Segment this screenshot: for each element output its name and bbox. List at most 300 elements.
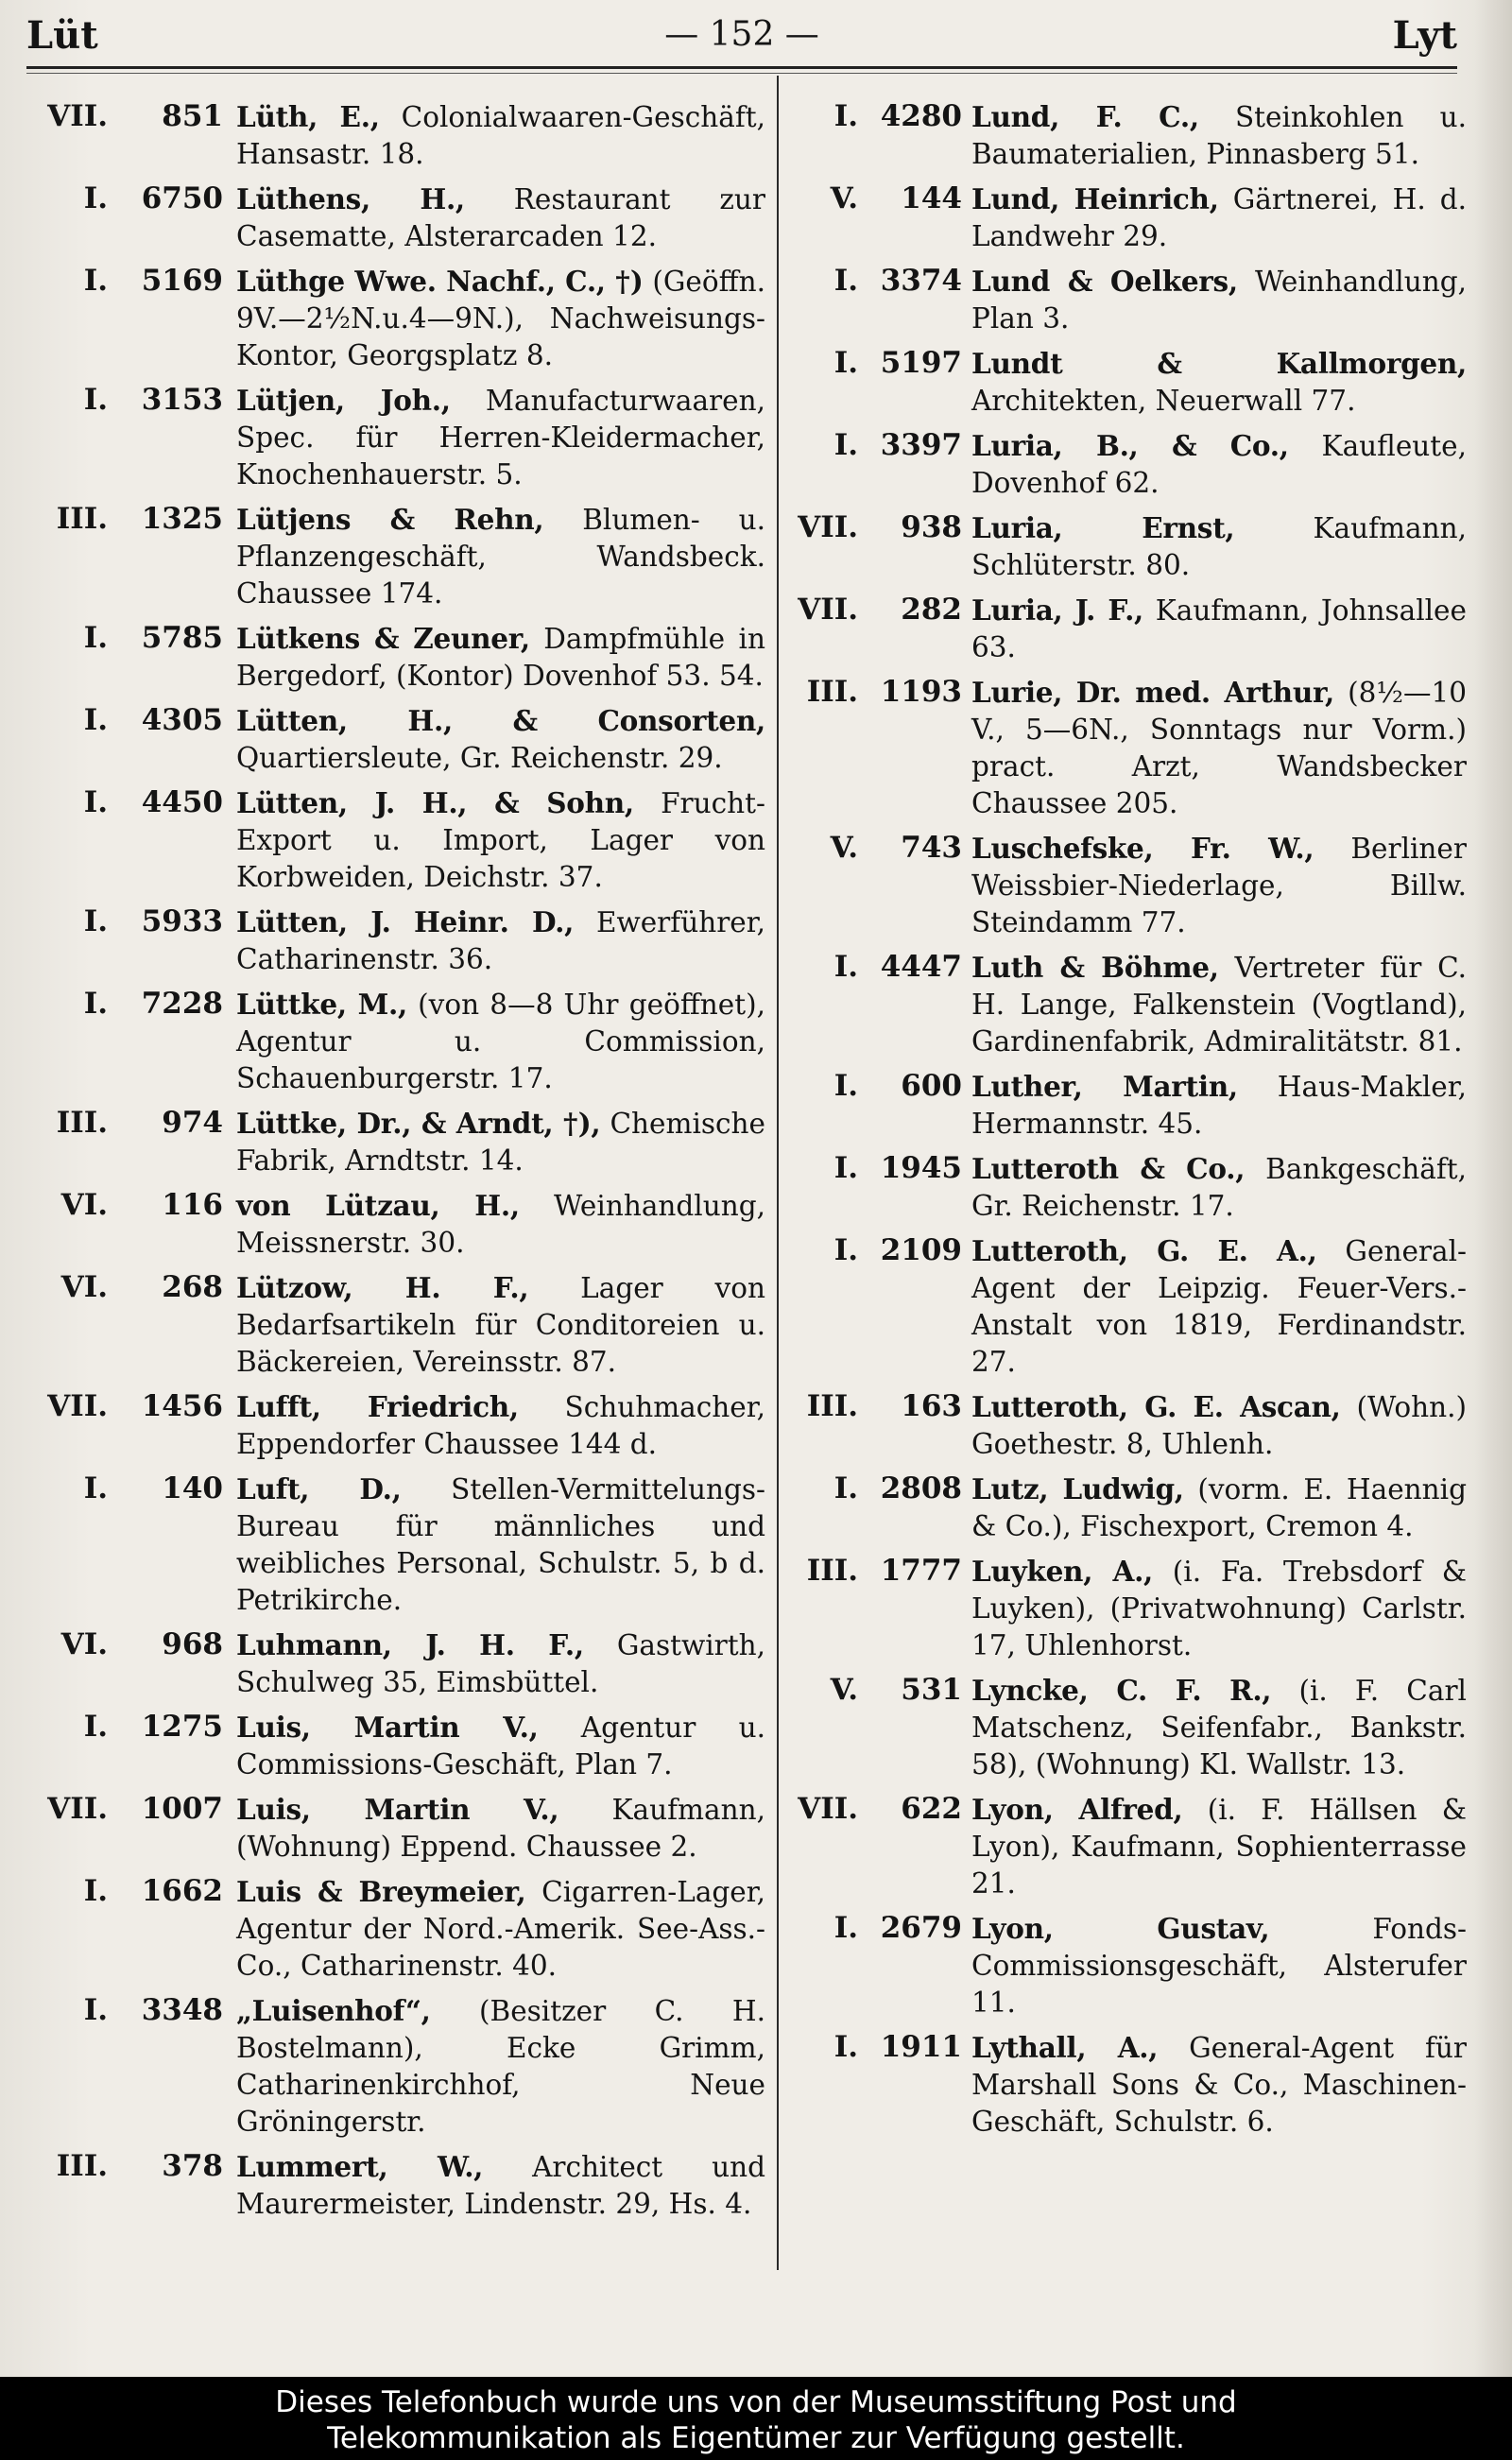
entry-number-cell xyxy=(26,1388,223,1425)
entry-detail: Kaufmann, (Wohnung) Eppend. Chaussee 2. xyxy=(236,1794,765,1863)
entry-number-cell xyxy=(786,509,962,546)
page-edge-shadow xyxy=(1474,0,1512,2377)
entry-text xyxy=(236,263,765,374)
entry-number-cell xyxy=(786,1388,962,1425)
entry-detail: Steinkohlen u. Baumaterialien, Pinnasberg 51. xyxy=(971,101,1467,170)
directory-entry xyxy=(786,427,1467,502)
entry-text xyxy=(971,949,1467,1060)
entry-detail: Bankgeschäft, Gr. Reichenstr. 17. xyxy=(971,1153,1467,1222)
entry-name: Lyon, Alfred, xyxy=(971,1793,1183,1826)
directory-entry xyxy=(786,1791,1467,1902)
directory-entry xyxy=(786,263,1467,337)
entry-name: Lütkens & Zeuner, xyxy=(236,622,530,655)
entry-number-cell xyxy=(786,592,962,628)
entry-name: Luria, J. F., xyxy=(971,593,1144,627)
entry-number-cell xyxy=(786,1068,962,1105)
phone-number: 1945 xyxy=(880,1151,962,1185)
district-number: I. xyxy=(833,428,858,462)
phone-number: 140 xyxy=(162,1471,223,1505)
directory-entry xyxy=(786,1672,1467,1783)
phone-number: 268 xyxy=(162,1270,223,1304)
directory-entry xyxy=(26,1626,765,1701)
entry-text xyxy=(971,830,1467,941)
entry-detail: Colonialwaaren-Geschäft, Hansastr. 18. xyxy=(236,101,765,170)
entry-detail: Kaufmann, Schlüterstr. 80. xyxy=(971,512,1467,581)
entry-detail: Stellen-Vermittelungs-Bureau für männliches und weibliches Personal, Schulstr. 5, b d. Petrikirche. xyxy=(236,1473,765,1616)
phone-number: 7228 xyxy=(141,987,223,1021)
entry-text xyxy=(236,1471,765,1619)
directory-entry xyxy=(26,1709,765,1783)
directory-entry xyxy=(786,949,1467,1060)
directory-entry xyxy=(26,1105,765,1179)
directory-entry xyxy=(26,263,765,374)
directory-entry xyxy=(26,1269,765,1381)
phone-number: 1325 xyxy=(141,502,223,536)
district-number: VII. xyxy=(798,510,858,544)
district-number: I. xyxy=(833,950,858,984)
entry-detail: Architect und Maurermeister, Lindenstr. 29, Hs. 4. xyxy=(236,2151,765,2220)
phone-number: 851 xyxy=(162,99,223,133)
directory-entry xyxy=(786,181,1467,255)
phone-number: 1007 xyxy=(141,1792,223,1826)
entry-text xyxy=(971,1553,1467,1664)
directory-entry xyxy=(26,382,765,493)
entry-name: Lyncke, C. F. R., xyxy=(971,1674,1272,1707)
entry-name: Lund & Oelkers, xyxy=(971,265,1238,298)
phone-number: 600 xyxy=(901,1069,962,1103)
entry-name: Lüthens, H., xyxy=(236,182,465,215)
directory-entry xyxy=(26,1187,765,1262)
district-number: I. xyxy=(833,1471,858,1505)
directory-entry xyxy=(786,1150,1467,1225)
directory-entry xyxy=(26,1992,765,2141)
phone-number: 3374 xyxy=(880,264,962,298)
entry-detail: Weinhandlung, Plan 3. xyxy=(971,266,1467,335)
entry-name: Lütten, J. Heinr. D., xyxy=(236,905,575,938)
directory-entry xyxy=(26,702,765,777)
entry-detail: (Wohn.) Goethestr. 8, Uhlenh. xyxy=(971,1391,1467,1460)
phone-number: 968 xyxy=(162,1627,223,1661)
entry-number-cell xyxy=(786,1553,962,1590)
header-right-keyword: Lyt xyxy=(1392,13,1457,58)
entry-name: Lütten, H., & Consorten, xyxy=(236,704,765,737)
entry-text xyxy=(236,2148,765,2223)
entry-detail: (i. Fa. Trebsdorf & Luyken), (Privatwohnung) Carlstr. 17, Uhlenhorst. xyxy=(971,1556,1467,1661)
entry-detail: Kaufmann, Johnsallee 63. xyxy=(971,594,1467,663)
phone-number: 1777 xyxy=(880,1554,962,1588)
phone-number: 2808 xyxy=(880,1471,962,1505)
phone-number: 743 xyxy=(901,831,962,865)
district-number: V. xyxy=(830,181,858,215)
entry-text xyxy=(236,181,765,255)
entry-number-cell xyxy=(26,501,223,538)
entry-text xyxy=(971,2029,1467,2141)
entry-text xyxy=(971,674,1467,822)
entry-detail: (Besitzer C. H. Bostelmann), Ecke Grimm, Catharinenkirchhof, Neue Gröningerstr. xyxy=(236,1995,765,2138)
entry-number-cell xyxy=(786,427,962,464)
directory-entry xyxy=(26,903,765,978)
phone-number: 5169 xyxy=(141,264,223,298)
phone-number: 5785 xyxy=(141,621,223,655)
entry-detail: Chemische Fabrik, Arndtstr. 14. xyxy=(236,1108,765,1177)
entry-text xyxy=(236,382,765,493)
entry-number-cell xyxy=(26,986,223,1023)
phone-number: 2109 xyxy=(880,1233,962,1267)
entry-name: Lurie, Dr. med. Arthur, xyxy=(971,676,1335,709)
district-number: VII. xyxy=(798,1792,858,1826)
entry-detail: Agentur u. Commissions-Geschäft, Plan 7. xyxy=(236,1712,765,1780)
entry-text xyxy=(236,1105,765,1179)
entry-number-cell xyxy=(26,1992,223,2029)
entry-number-cell xyxy=(26,1105,223,1142)
district-number: I. xyxy=(833,1069,858,1103)
entry-text xyxy=(971,181,1467,255)
entry-number-cell xyxy=(26,1709,223,1746)
entry-number-cell xyxy=(26,784,223,821)
district-number: VI. xyxy=(60,1627,108,1661)
entry-detail: Vertreter für C. H. Lange, Falkenstein (Vogtland), Gardinenfabrik, Admiralitätstr. 81. xyxy=(971,952,1467,1058)
entry-text xyxy=(971,1150,1467,1225)
entry-name: Lutteroth, G. E. Ascan, xyxy=(971,1390,1341,1423)
district-number: III. xyxy=(806,1389,858,1423)
district-number: I. xyxy=(83,703,108,737)
phone-number: 4447 xyxy=(880,950,962,984)
entry-name: Lüttke, M., xyxy=(236,988,407,1021)
entry-name: Lütjen, Joh., xyxy=(236,384,451,417)
footer-line-1: Dieses Telefonbuch wurde uns von der Museumsstiftung Post und xyxy=(275,2385,1237,2419)
entry-text xyxy=(236,1873,765,1985)
phone-number: 6750 xyxy=(141,181,223,215)
district-number: VII. xyxy=(47,1792,108,1826)
entry-name: Lutteroth & Co., xyxy=(971,1152,1246,1185)
entry-name: Luis, Martin V., xyxy=(236,1793,559,1826)
directory-entry xyxy=(26,1471,765,1619)
entry-name: Luschefske, Fr. W., xyxy=(971,832,1314,865)
entry-name: Lythall, A., xyxy=(971,2031,1159,2064)
entry-text xyxy=(971,1471,1467,1545)
entry-detail: (Geöffn. 9V.—2½N.u.4—9N.), Nachweisungs-Kontor, Georgsplatz 8. xyxy=(236,266,765,371)
directory-entry xyxy=(786,509,1467,584)
entry-text xyxy=(236,702,765,777)
entry-number-cell xyxy=(26,1269,223,1306)
directory-entry xyxy=(786,2029,1467,2141)
entry-text xyxy=(236,1791,765,1866)
entry-detail: Fonds-Commissionsgeschäft, Alsterufer 11. xyxy=(971,1913,1467,2019)
entry-detail: Berliner Weissbier-Niederlage, Billw. Steindamm 77. xyxy=(971,833,1467,938)
directory-entry xyxy=(26,2148,765,2223)
district-number: I. xyxy=(833,1233,858,1267)
entry-text xyxy=(971,263,1467,337)
entry-detail: Lager von Bedarfsartikeln für Conditoreien u. Bäckereien, Vereinsstr. 87. xyxy=(236,1272,765,1378)
entry-detail: Restaurant zur Casematte, Alsterarcaden 12. xyxy=(236,183,765,252)
entry-number-cell xyxy=(26,620,223,657)
entry-text xyxy=(236,1187,765,1262)
entry-name: Lütten, J. H., & Sohn, xyxy=(236,786,634,819)
phone-number: 163 xyxy=(901,1389,962,1423)
phone-number: 4280 xyxy=(880,99,962,133)
entry-detail: Quartiersleute, Gr. Reichenstr. 29. xyxy=(236,742,723,774)
district-number: I. xyxy=(833,346,858,380)
entry-detail: Cigarren-Lager, Agentur der Nord.-Amerik. See-Ass.-Co., Catharinenstr. 40. xyxy=(236,1876,765,1982)
entry-text xyxy=(971,509,1467,584)
directory-entry xyxy=(786,98,1467,173)
entry-text xyxy=(236,784,765,896)
entry-number-cell xyxy=(786,1791,962,1828)
directory-entry xyxy=(26,98,765,173)
entry-name: Luria, Ernst, xyxy=(971,511,1235,544)
entry-detail: (i. F. Carl Matschenz, Seifenfabr., Bankstr. 58), (Wohnung) Kl. Wallstr. 13. xyxy=(971,1675,1467,1780)
phone-number: 1193 xyxy=(880,675,962,709)
phone-number: 5197 xyxy=(880,346,962,380)
entry-number-cell xyxy=(786,263,962,300)
district-number: I. xyxy=(833,2030,858,2064)
entry-number-cell xyxy=(786,1910,962,1947)
directory-entry xyxy=(786,830,1467,941)
district-number: I. xyxy=(83,785,108,819)
entry-text xyxy=(971,592,1467,666)
right-column xyxy=(786,98,1467,2148)
entry-detail: Gastwirth, Schulweg 35, Eimsbüttel. xyxy=(236,1629,765,1698)
entry-detail: (von 8—8 Uhr geöffnet), Agentur u. Commission, Schauenburgerstr. 17. xyxy=(236,989,765,1094)
phone-number: 1456 xyxy=(141,1389,223,1423)
directory-entry xyxy=(786,674,1467,822)
phone-number: 4450 xyxy=(141,785,223,819)
phone-number: 282 xyxy=(901,593,962,627)
entry-number-cell xyxy=(26,903,223,940)
directory-entry xyxy=(26,986,765,1097)
directory-entry xyxy=(26,1873,765,1985)
district-number: I. xyxy=(83,1710,108,1744)
district-number: I. xyxy=(83,1874,108,1908)
phone-number: 2679 xyxy=(880,1911,962,1945)
directory-entry xyxy=(26,784,765,896)
entry-text xyxy=(971,1068,1467,1143)
district-number: I. xyxy=(83,904,108,938)
directory-entry xyxy=(26,501,765,612)
entry-name: Luhmann, J. H. F., xyxy=(236,1628,584,1661)
entry-text xyxy=(236,1992,765,2141)
entry-number-cell xyxy=(786,98,962,135)
entry-name: Lummert, W., xyxy=(236,2150,484,2183)
district-number: V. xyxy=(830,1673,858,1707)
entry-name: Lufft, Friedrich, xyxy=(236,1390,519,1423)
directory-entry xyxy=(786,345,1467,420)
district-number: III. xyxy=(806,1554,858,1588)
phone-number: 974 xyxy=(162,1106,223,1140)
entry-name: Luis & Breymeier, xyxy=(236,1875,526,1908)
phone-number: 3153 xyxy=(141,383,223,417)
phone-number: 144 xyxy=(901,181,962,215)
directory-entry xyxy=(786,1232,1467,1381)
entry-detail: (i. F. Hällsen & Lyon), Kaufmann, Sophienterrasse 21. xyxy=(971,1794,1467,1900)
entry-text xyxy=(236,1626,765,1701)
entry-text xyxy=(971,427,1467,502)
phone-number: 531 xyxy=(901,1673,962,1707)
district-number: I. xyxy=(83,987,108,1021)
entry-text xyxy=(236,1388,765,1463)
district-number: I. xyxy=(83,1993,108,2027)
entry-detail: Kaufleute, Dovenhof 62. xyxy=(971,430,1467,499)
district-number: VII. xyxy=(798,593,858,627)
directory-entry xyxy=(26,181,765,255)
directory-entry xyxy=(786,1910,1467,2021)
entry-text xyxy=(236,986,765,1097)
directory-entry xyxy=(26,1791,765,1866)
header-left-keyword: Lüt xyxy=(26,13,98,58)
phone-number: 622 xyxy=(901,1792,962,1826)
directory-entry xyxy=(786,592,1467,666)
entry-number-cell xyxy=(786,830,962,867)
entry-number-cell xyxy=(26,382,223,419)
entry-name: Lyon, Gustav, xyxy=(971,1912,1270,1945)
entry-number-cell xyxy=(26,98,223,135)
district-number: I. xyxy=(83,264,108,298)
phone-number: 938 xyxy=(901,510,962,544)
entry-number-cell xyxy=(26,1873,223,1910)
entry-text xyxy=(971,1672,1467,1783)
entry-name: Luyken, A., xyxy=(971,1555,1154,1588)
entry-detail: Dampfmühle in Bergedorf, (Kontor) Dovenhof 53. 54. xyxy=(236,623,765,692)
entry-number-cell xyxy=(26,181,223,217)
page-number: — 152 — xyxy=(664,15,819,54)
district-number: III. xyxy=(56,1106,108,1140)
header-rule-thin xyxy=(26,73,1457,74)
district-number: I. xyxy=(83,1471,108,1505)
entry-text xyxy=(971,98,1467,173)
entry-name: Lund, Heinrich, xyxy=(971,182,1219,215)
entry-name: Lützow, H. F., xyxy=(236,1271,529,1304)
phone-number: 5933 xyxy=(141,904,223,938)
entry-number-cell xyxy=(26,1471,223,1507)
district-number: V. xyxy=(830,831,858,865)
entry-name: Luis, Martin V., xyxy=(236,1711,539,1744)
entry-text xyxy=(236,620,765,695)
entry-detail: General-Agent für Marshall Sons & Co., Maschinen-Geschäft, Schulstr. 6. xyxy=(971,2032,1467,2138)
page-header xyxy=(26,13,1457,60)
directory-entry xyxy=(786,1068,1467,1143)
entry-detail: Frucht-Export u. Import, Lager von Korbweiden, Deichstr. 37. xyxy=(236,787,765,893)
entry-text xyxy=(971,1388,1467,1463)
entry-name: Lüthge Wwe. Nachf., C., †) xyxy=(236,265,644,298)
directory-entry xyxy=(786,1471,1467,1545)
phone-number: 3348 xyxy=(141,1993,223,2027)
entry-number-cell xyxy=(26,2148,223,2185)
entry-detail: Blumen- u. Pflanzengeschäft, Wandsbeck. Chaussee 174. xyxy=(236,504,765,610)
entry-text xyxy=(236,903,765,978)
entry-detail: Gärtnerei, H. d. Landwehr 29. xyxy=(971,183,1468,252)
phone-number: 1911 xyxy=(880,2030,962,2064)
entry-text xyxy=(971,1910,1467,2021)
footer-banner xyxy=(0,2377,1512,2460)
entry-number-cell xyxy=(786,674,962,711)
district-number: I. xyxy=(83,181,108,215)
entry-name: Luria, B., & Co., xyxy=(971,429,1289,462)
district-number: III. xyxy=(56,502,108,536)
phone-number: 3397 xyxy=(880,428,962,462)
entry-name: von Lützau, H., xyxy=(236,1189,520,1222)
entry-detail: (8½—10 V., 5—6N., Sonntags nur Vorm.) pract. Arzt, Wandsbecker Chaussee 205. xyxy=(971,677,1467,819)
entry-number-cell xyxy=(786,181,962,217)
entry-number-cell xyxy=(26,702,223,739)
entry-number-cell xyxy=(786,949,962,986)
entry-detail: Architekten, Neuerwall 77. xyxy=(971,385,1356,417)
entry-name: Luth & Böhme, xyxy=(971,951,1219,984)
district-number: VII. xyxy=(47,1389,108,1423)
entry-detail: (vorm. E. Haennig & Co.), Fischexport, Cremon 4. xyxy=(971,1473,1467,1542)
entry-name: Lundt & Kallmorgen, xyxy=(971,347,1467,380)
entry-text xyxy=(971,1791,1467,1902)
district-number: VI. xyxy=(60,1270,108,1304)
entry-detail: Haus-Makler, Hermannstr. 45. xyxy=(971,1071,1467,1140)
district-number: I. xyxy=(833,1151,858,1185)
entry-name: Lüth, E., xyxy=(236,100,380,133)
header-rule xyxy=(26,66,1457,69)
entry-name: Luft, D., xyxy=(236,1472,402,1505)
district-number: VII. xyxy=(47,99,108,133)
directory-entry xyxy=(786,1388,1467,1463)
district-number: III. xyxy=(806,675,858,709)
entry-number-cell xyxy=(786,1672,962,1709)
district-number: I. xyxy=(833,1911,858,1945)
entry-number-cell xyxy=(26,1791,223,1828)
entry-name: Lutteroth, G. E. A., xyxy=(971,1234,1317,1267)
entry-number-cell xyxy=(786,345,962,382)
entry-text xyxy=(236,1709,765,1783)
district-number: VI. xyxy=(60,1188,108,1222)
entry-number-cell xyxy=(26,263,223,300)
footer-line-2: Telekommunikation als Eigentümer zur Verfügung gestellt. xyxy=(327,2421,1185,2455)
directory-entry xyxy=(26,1388,765,1463)
entry-name: Lütjens & Rehn, xyxy=(236,503,544,536)
entry-detail: Weinhandlung, Meissnerstr. 30. xyxy=(236,1190,765,1259)
entry-number-cell xyxy=(26,1187,223,1224)
entry-name: Lutz, Ludwig, xyxy=(971,1472,1184,1505)
entry-text xyxy=(236,1269,765,1381)
entry-number-cell xyxy=(786,1471,962,1507)
entry-text xyxy=(236,501,765,612)
column-divider xyxy=(777,76,779,2270)
district-number: I. xyxy=(833,99,858,133)
entry-name: Lüttke, Dr., & Arndt, †), xyxy=(236,1107,601,1140)
entry-number-cell xyxy=(786,2029,962,2066)
phone-number: 1275 xyxy=(141,1710,223,1744)
entry-text xyxy=(236,98,765,173)
directory-entry xyxy=(26,620,765,695)
district-number: III. xyxy=(56,2149,108,2183)
entry-name: Luther, Martin, xyxy=(971,1070,1238,1103)
entry-detail: General-Agent der Leipzig. Feuer-Vers.-Anstalt von 1819, Ferdinandstr. 27. xyxy=(971,1235,1467,1378)
directory-entry xyxy=(786,1553,1467,1664)
entry-detail: Manufacturwaaren, Spec. für Herren-Kleidermacher, Knochenhauerstr. 5. xyxy=(236,385,765,490)
left-column xyxy=(26,98,765,2230)
phone-number: 116 xyxy=(162,1188,223,1222)
entry-name: „Luisenhof“, xyxy=(236,1994,431,2027)
entry-text xyxy=(971,1232,1467,1381)
phone-number: 378 xyxy=(162,2149,223,2183)
entry-detail: Schuhmacher, Eppendorfer Chaussee 144 d. xyxy=(236,1391,765,1460)
phone-number: 1662 xyxy=(141,1874,223,1908)
entry-text xyxy=(971,345,1467,420)
phone-number: 4305 xyxy=(141,703,223,737)
entry-number-cell xyxy=(26,1626,223,1663)
entry-number-cell xyxy=(786,1150,962,1187)
district-number: I. xyxy=(83,621,108,655)
entry-detail: Ewerführer, Catharinenstr. 36. xyxy=(236,906,765,975)
district-number: I. xyxy=(83,383,108,417)
district-number: I. xyxy=(833,264,858,298)
entry-number-cell xyxy=(786,1232,962,1269)
entry-name: Lund, F. C., xyxy=(971,100,1199,133)
